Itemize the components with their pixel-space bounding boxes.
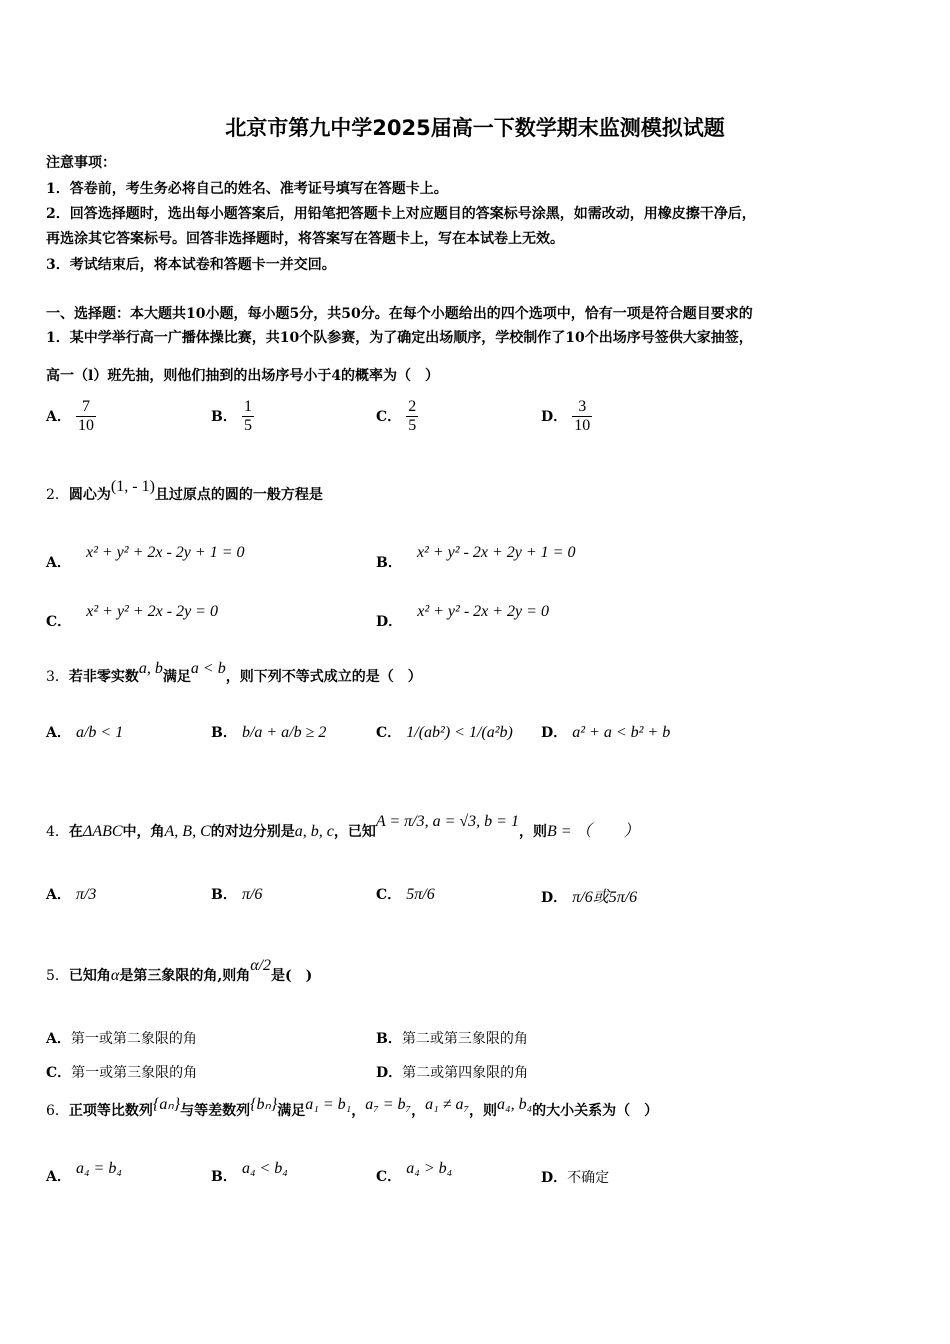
math-expr: α/2 [250,957,272,974]
math-expr: x² + y² - 2x + 2y = 0 [417,603,549,620]
math-expr: x² + y² + 2x - 2y + 1 = 0 [85,544,245,561]
option-d: D． π/6或5π/6 [541,889,638,906]
math-expr: x² + y² + 2x - 2y = 0 [86,603,218,620]
option-c: C． 1/(ab²) < 1/(a²b) [376,724,513,741]
option-b: B． π/6 [211,886,263,903]
math-expr: {bₙ} [250,1096,278,1113]
option-a: A． π/3 [46,886,97,903]
option-b: B． b/a + a/b ≥ 2 [211,724,327,741]
option-c: C．第一或第三象限的角 [46,1065,198,1081]
math-expr: a₇ = b₇ [365,1096,412,1113]
math-expr: α [110,967,120,984]
math-expr: π/6或5π/6 [572,889,638,906]
math-expr: a₄ > b₄ [406,1160,453,1177]
option-label: A． [46,409,71,425]
math-expr: (1, - 1) [110,478,155,495]
math-expr: a, b, c [294,823,334,840]
math-expr: x² + y² - 2x + 2y + 1 = 0 [416,544,576,561]
option-label: B． [211,409,237,425]
notice-heading: 注意事项： [46,155,116,171]
option-c: C． a₄ > b₄ [376,1160,453,1185]
section-heading: 一、选择题：本大题共10小题，每小题5分，共50分。在每个小题给出的四个选项中，恰有一项是符合题目要求的 [46,306,753,322]
option-a: A．第一或第二象限的角 [46,1031,197,1047]
math-expr: ΔABC [82,823,123,840]
question-4: 4．在ΔABC中，角A, B, C的对边分别是a, b, c，已知A = π/3, a = √3, b = 1，则B = （ ） [46,813,640,840]
fraction: $\frac{7}{10}$ [77,398,94,434]
math-expr: a₁ = b₁ [305,1096,352,1113]
option-c: C． 5π/6 [376,886,435,903]
math-expr: b/a + a/b ≥ 2 [241,724,327,741]
question-1-line-1: 1．某中学举行高一广播体操比赛，共10个队参赛，为了确定出场顺序，学校制作了10个出场序号签供大家抽签， [46,330,753,346]
notice-item: 1．答卷前，考生务必将自己的姓名、准考证号填写在答题卡上。 [46,181,448,197]
math-expr: a₁ ≠ a₇ [425,1096,470,1113]
fraction: $\frac{3}{10}$ [574,398,591,434]
math-expr: a, b [138,660,163,677]
math-expr: A = π/3, a = √3, b = 1 [375,813,519,830]
math-expr: π/6 [241,886,263,903]
option-a: A． x² + y² + 2x - 2y + 1 = 0 [46,544,245,571]
fraction: $\frac{2}{5}$ [408,398,417,434]
option-c: C． x² + y² + 2x - 2y = 0 [46,603,218,630]
math-expr: A, B, C [164,823,211,840]
option-b [211,398,254,435]
option-b: B． x² + y² - 2x + 2y + 1 = 0 [376,544,576,571]
option-d: D． x² + y² - 2x + 2y = 0 [376,603,549,630]
option-a [46,398,96,435]
option-d: D． a² + a < b² + b [541,724,671,741]
option-d: D．不确定 [541,1170,610,1186]
option-b: B．第二或第三象限的角 [376,1031,528,1047]
option-label: C． [376,409,402,425]
option-d [541,398,592,435]
notice-item: 再选涂其它答案标号。回答非选择题时，将答案写在答题卡上，写在本试卷上无效。 [46,231,564,247]
question-1-line-2: 高一（l）班先抽，则他们抽到的出场序号小于4的概率为（ ） [46,368,440,384]
question-5: 5．已知角α是第三象限的角,则角α/2是( ) [46,957,313,984]
math-expr: a < b [190,660,226,677]
math-expr: a/b < 1 [75,724,124,741]
math-expr: a₄ < b₄ [241,1160,288,1177]
notice-item: 2．回答选择题时，选出每小题答案后，用铅笔把答题卡上对应题目的答案标号涂黑，如需改动，用橡皮擦干净后， [46,206,756,222]
option-a: A． a₄ = b₄ [46,1160,122,1185]
question-2: 2．圆心为(1, - 1)且过原点的圆的一般方程是 [46,478,323,503]
option-c [376,398,418,435]
fraction: $\frac{1}{5}$ [243,398,252,434]
math-expr: a₄, b₄ [497,1096,533,1113]
question-6: 6．正项等比数列{aₙ}与等差数列{bₙ}满足a₁ = b₁，a₇ = b₇，a₁ ≠ a₇，则a₄, b₄的大小关系为（ ） [46,1096,659,1119]
notice-item: 3．考试结束后，将本试卷和答题卡一并交回。 [46,257,336,273]
option-b: B． a₄ < b₄ [211,1160,288,1185]
math-expr: 1/(ab²) < 1/(a²b) [406,724,513,741]
math-expr: 5π/6 [406,886,435,903]
option-label: D． [541,409,568,425]
math-expr: a² + a < b² + b [572,724,671,741]
math-expr: π/3 [75,886,97,903]
option-d: D．第二或第四象限的角 [376,1065,529,1081]
question-3: 3．若非零实数a, b满足a < b，则下列不等式成立的是（ ） [46,660,422,685]
page-title: 北京市第九中学2025届高一下数学期末监测模拟试题 [225,116,725,140]
math-expr: a₄ = b₄ [75,1160,122,1177]
math-expr: B = （ ） [546,823,640,840]
option-a: A． a/b < 1 [46,724,124,741]
math-expr: {aₙ} [152,1096,181,1113]
